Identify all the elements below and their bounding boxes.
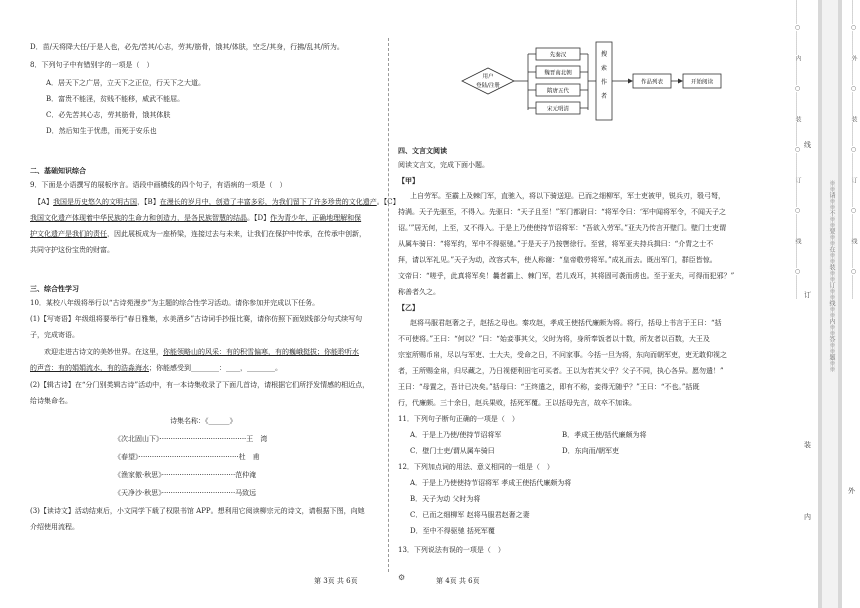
passage-yi-line: 行，代廉颇。三十余日，赵兵果败，括死军覆。王以括母先言，故卒不加诛。 [398, 399, 636, 407]
section-4-heading: 四、文言文阅读 [398, 147, 447, 155]
start-diamond [462, 68, 514, 94]
q8-option-c: C．必先苦其心志，劳其筋骨，饿其体肤 [46, 111, 171, 119]
passage-jia-line: 拜，请以军礼见。”天子为动，改容式车，使人称谢：“皇帝敬劳将军。”成礼而去。既出军门，群臣皆惊。 [398, 256, 717, 264]
binding-label-xian: 线 [804, 141, 811, 149]
poem-entry: 《春望》·············································杜 甫 [114, 453, 260, 461]
q11-option-b: B．孝成王使/括代廉颇为将 [562, 431, 647, 439]
passage-yi-line: 不可使将。”王曰：“何以？”曰：“始妾事其父，父时为将，身所奉饭者以十数，所友者以百数，大王及 [398, 335, 710, 343]
period-box-label: 隋唐五代 [546, 88, 570, 95]
q13-stem: 13．下列说法有误的一项是（ ） [398, 546, 505, 554]
binding-label-nei: 内 [804, 513, 811, 521]
passage-jia-line: 上自劳军。至霸上及棘门军，直驰入，将以下骑送迎。已而之细柳军，军士吏被甲，锐兵刃，彀弓弩， [410, 192, 725, 200]
q10-part1-line1: (1)【写寄语】年级组将要举行“春日雅集，水美酒乡”古诗词手抄报比赛，请你仿照下面划线部分句式续写句 [30, 315, 363, 323]
q10-stem: 10．某校八年级将举行以“古诗苑漫步”为主题的综合性学习活动。请你参加并完成以下任务。 [30, 299, 320, 307]
passage-jia-line: 从属车骑曰：“将军约，军中不得驱驰。”于是天子乃按辔徐行。至营，将军亚夫持兵揖曰：“介胄之士不 [398, 240, 714, 248]
passage-jia-line: 文帝曰：“嗟乎，此真将军矣！曩者霸上、棘门军，若儿戏耳，其将固可袭而虏也。至于亚夫，可得而犯邪？” [398, 272, 735, 280]
binding-label-ding: 订 [804, 291, 811, 299]
q11-option-c: C．壁门士吏/谓从属车骑曰 [410, 447, 495, 455]
q11-option-a: A．于是上乃使/使持节诏将军 [410, 431, 502, 439]
search-author-label: 搜索作者 [600, 51, 608, 100]
poem-entry: 《次北固山下》·······································王 湾 [114, 435, 268, 443]
reading-intro: 阅读文言文，完成下面小题。 [398, 161, 489, 169]
passage-yi-line: 赵将马服君赵奢之子，赵括之母也。秦攻赵，孝成王使括代廉颇为将。将行，括母上书言于王曰：“括 [410, 319, 722, 327]
start-reading-label: 开始阅读 [690, 79, 714, 86]
q10-part2-line1: (2)【辑古诗】在“分门别类辑古诗”活动中，有一本诗集收录了下面几首诗，请根据它们所抒发情感的相近点， [30, 381, 370, 389]
passage-jia-line: 诏。’”居无何，上至，又不得入。于是上乃使使持节诏将军：“吾欲入劳军。”亚夫乃传言开壁门。壁门士吏谓 [398, 224, 726, 232]
q9-paragraph-line-2: 我国文化遗产体现着中华民族的生命力和创造力，是各民族智慧的结晶。【D】作为青少年，正确地理解和保 [30, 214, 362, 222]
passage-yi-line: 宗室所赐币帛，尽以与军吏、士大夫，受命之日，不问家事。今括一旦为将，东向而朝军吏，吏无敢仰视之 [398, 351, 727, 359]
q12-option-a: A．于是上乃使使持节诏将军 孝成王使括代廉颇为将 [410, 479, 572, 487]
page-number-left: 第 3页 共 6页 [314, 577, 358, 585]
q12-stem: 12．下列加点词的用法、意义相同的一组是（ ） [398, 463, 554, 471]
section-3-heading: 三、综合性学习 [30, 285, 79, 293]
poem-entry: 《天净沙·秋思》·································马致远 [114, 489, 257, 497]
column-divider [388, 38, 389, 572]
poem-collection-title: 诗集名称：《______》 [170, 417, 237, 425]
q9-paragraph-line-1: 【A】我国是历史悠久的文明古国，【B】在漫长的岁月中，创造了丰富多彩，为我们留下了许多珍贵的文化遗产。【C】 [34, 198, 400, 206]
q11-stem: 11．下列句子断句正确的一项是（ ） [398, 415, 519, 423]
passage-yi-label: 【乙】 [398, 304, 419, 312]
app-flow-diagram [458, 38, 728, 124]
page-number-right: 第 4页 共 6页 [436, 577, 480, 585]
q8-stem: 8．下列句子中有错别字的一项是（ ） [30, 61, 154, 69]
q10-part1-line4: 的声音：有的娟娟流水，有的浩淼海水；你能感受到________：____，________。 [30, 364, 282, 372]
q8-option-b: B．富贵不能淫，贫贱不能移，威武不能屈。 [46, 95, 185, 103]
q10-part3-line1: (3)【读诗文】活动结束后，小文同学下载了权限书馆 APP。想利用它阅读柳宗元的诗文，请根据下图，向她 [30, 507, 365, 515]
q7-option-d: D．苗/天将降大任/于是人也，必先/苦其/心志，劳其/筋骨，饿其/体肤，空乏/其身，行拂/乱其/所为。 [30, 43, 344, 51]
inner-binding-line: …………○…………内…………○…………装…………○…………订…………○…………线…………○………… [794, 0, 801, 299]
gear-icon: ⚙ [398, 573, 406, 582]
q10-part3-line2: 介绍使用流程。 [30, 523, 79, 531]
period-box-label: 魏晋南北朝 [544, 70, 572, 77]
passage-jia-label: 【甲】 [398, 177, 419, 185]
q11-option-d: D．东向而/朝军吏 [562, 447, 619, 455]
start-label-line1: 用户 [482, 74, 494, 80]
binding-label-wai: 外 [848, 487, 855, 495]
period-box-label: 先秦汉 [549, 52, 567, 59]
binding-label-zhuang: 装 [804, 441, 811, 449]
outer-binding-line: …………○…………外…………○…………装…………○…………订…………○…………线…………○………… [850, 0, 857, 299]
q8-option-a: A．居天下之广居，立天下之正位，行天下之大道。 [46, 79, 206, 87]
q9-paragraph-line-4: 共同守护这份宝贵的财富。 [30, 246, 114, 254]
q10-part2-line2: 给诗集命名。 [30, 397, 72, 405]
q10-part1-line3: 欢迎走进古诗文的美妙世界。在这里，你能领略山的风采：有的积雪偏寒，有的巍峨挺拔；你能聆听水 [44, 348, 359, 356]
q9-paragraph-line-3: 护文化遗产是我们的责任，因此展板成为一座桥梁，连接过去与未来，让我们在保护中传承，在传承中创新， [30, 230, 366, 238]
q10-part1-line2: 子，完成寄语。 [30, 331, 79, 339]
section-2-heading: 二、基础知识综合 [30, 167, 86, 175]
passage-yi-line: 者，王所赐金帛，归尽藏之，乃日视便利田宅可买者。王以为若其父乎？父子不同，执心各异。愿勿遣！” [398, 367, 724, 375]
poem-entry: 《渔家傲·秋思》·································范仲淹 [114, 471, 257, 479]
q12-option-c: C．已而之细柳军 赵将马服君赵奢之妻 [410, 511, 530, 519]
passage-jia-line: 称善者久之。 [398, 288, 440, 296]
q8-option-d: D．然后知生于忧患，而死于安乐也 [46, 127, 157, 135]
works-list-label: 作品列表 [640, 79, 664, 86]
passage-yi-line: 王曰：“母置之，吾计已决矣。”括母曰：“王终遣之，即有不称，妾得无随乎？”王曰：“不也。”括既 [398, 383, 700, 391]
q9-stem: 9．下面是小语撰写的展板序言。语段中画横线的四个句子，有语病的一项是（ ） [30, 181, 287, 189]
start-label-line2: 登陆/注册 [476, 83, 500, 89]
passage-jia-line: 持满。天子先驱至，不得入。先驱曰：“天子且至！”军门都尉曰：“将军令曰：‘军中闻将军令，不闻天子之 [398, 208, 726, 216]
q12-option-d: D．至中不得驱驰 括死军覆 [410, 527, 495, 535]
q12-option-b: B．天子为动 父时为将 [410, 495, 481, 503]
binding-warning-text: ※※请※※不※※要※※在※※装※※订※※线※※内※※答※※题※※ [828, 180, 835, 372]
period-box-label: 宋元明清 [546, 106, 570, 113]
